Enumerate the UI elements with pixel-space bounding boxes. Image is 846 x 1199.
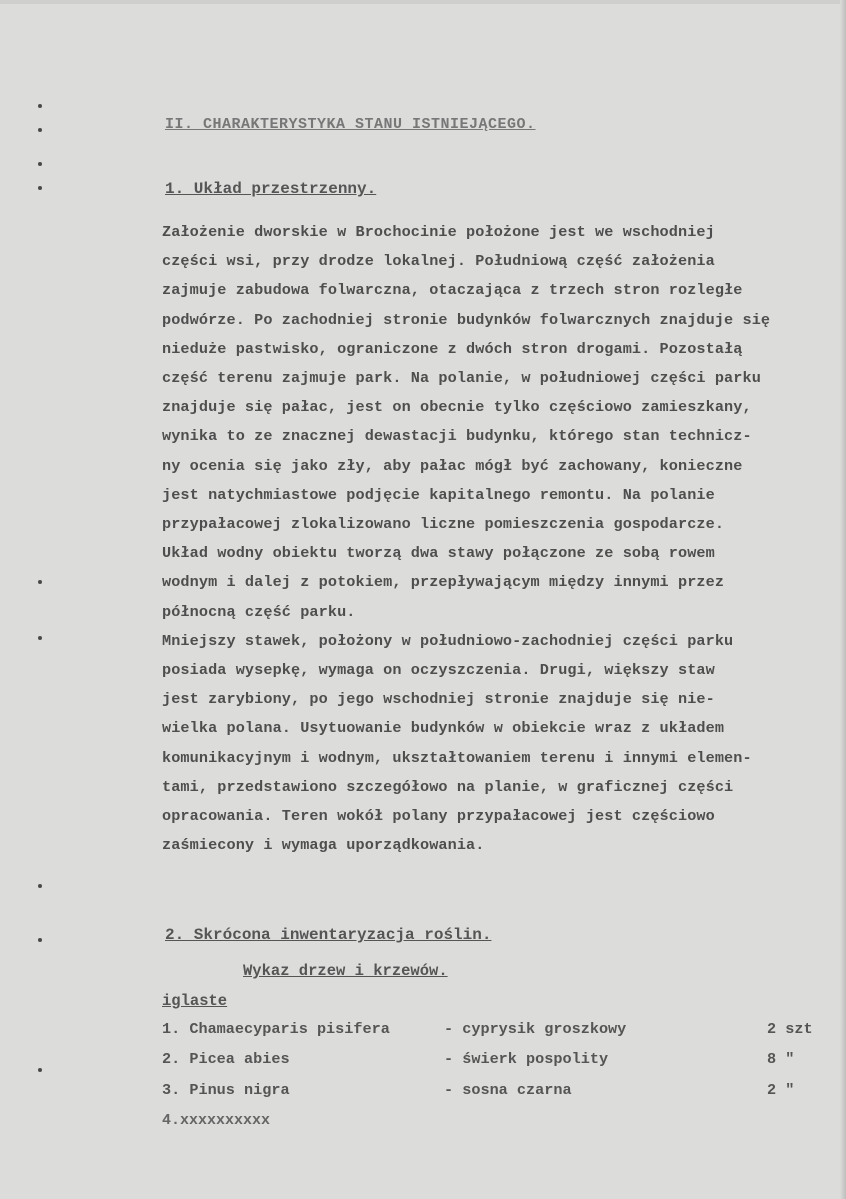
text-line: zaśmiecony i wymaga uporządkowania. xyxy=(162,836,485,855)
text-line: podwórze. Po zachodniej stronie budynków folwarcznych znajduje się xyxy=(162,310,771,329)
plant-latin-name: 1. Chamaecyparis pisifera xyxy=(162,1020,390,1038)
text-line: Układ wodny obiektu tworzą dwa stawy połączone ze sobą rowem xyxy=(162,544,715,563)
punch-hole-mark xyxy=(38,636,42,640)
text-line: części wsi, przy drodze lokalnej. Południową część założenia xyxy=(162,252,715,271)
text-line: część terenu zajmuje park. Na polanie, w południowej części parku xyxy=(162,369,761,388)
text-line: komunikacyjnym i wodnym, ukształtowaniem terenu i innymi elemen- xyxy=(162,748,752,767)
text-line: jest zarybiony, po jego wschodniej stronie znajduje się nie- xyxy=(162,690,715,709)
text-line: opracowania. Teren wokół polany przypałacowej jest częściowo xyxy=(162,807,715,826)
section-1-title xyxy=(165,180,376,198)
struck-out-entry: 4.xxxxxxxxxx xyxy=(162,1112,271,1129)
text-line: wynika to ze znacznej dewastacji budynku, którego stan technicz- xyxy=(162,427,752,446)
punch-hole-mark xyxy=(38,186,42,190)
text-line: nieduże pastwisko, ograniczone z dwóch stron drogami. Pozostałą xyxy=(162,339,743,358)
text-line: wodnym i dalej z potokiem, przepływającym między innymi przez xyxy=(162,573,725,592)
text-line: znajduje się pałac, jest on obecnie tylko częściowo zamieszkany, xyxy=(162,398,752,417)
punch-hole-mark xyxy=(38,128,42,132)
text-line: północną część parku. xyxy=(162,602,356,621)
plant-latin-name: 2. Picea abies xyxy=(162,1050,290,1068)
plant-row xyxy=(162,1050,832,1078)
plant-quantity: 2 " xyxy=(767,1081,795,1099)
scan-edge-right xyxy=(840,0,846,1199)
section-2-title xyxy=(165,926,491,944)
chapter-title: II. CHARAKTERYSTYKA STANU ISTNIEJĄCEGO. xyxy=(165,116,536,133)
plant-quantity: 2 szt xyxy=(767,1020,813,1038)
punch-hole-mark xyxy=(38,104,42,108)
plant-latin-name: 3. Pinus nigra xyxy=(162,1081,290,1099)
punch-hole-mark xyxy=(38,884,42,888)
text-line: wielka polana. Usytuowanie budynków w obiekcie wraz z układem xyxy=(162,719,725,738)
text-line: ny ocenia się jako zły, aby pałac mógł być zachowany, konieczne xyxy=(162,456,743,475)
plant-common-name: - świerk pospolity xyxy=(444,1050,609,1068)
scan-edge-top xyxy=(0,0,846,4)
text-line: Założenie dworskie w Brochocinie położone jest we wschodniej xyxy=(162,223,715,241)
text-line: jest natychmiastowe podjęcie kapitalnego remontu. Na polanie xyxy=(162,485,715,504)
plant-quantity: 8 " xyxy=(767,1050,795,1068)
plant-row xyxy=(162,1020,832,1048)
plant-common-name: - sosna czarna xyxy=(444,1081,572,1099)
punch-hole-mark xyxy=(38,938,42,942)
plant-list-subtitle: Wykaz drzew i krzewów. xyxy=(243,962,448,980)
punch-hole-mark xyxy=(38,1068,42,1072)
text-line: posiada wysepkę, wymaga on oczyszczenia. Drugi, większy staw xyxy=(162,661,715,680)
plant-category-heading: iglaste xyxy=(162,992,228,1010)
punch-hole-mark xyxy=(38,580,42,584)
plant-row xyxy=(162,1081,832,1109)
text-line: Mniejszy stawek, położony w południowo-zachodniej części parku xyxy=(162,631,734,650)
section-2-title-text: 2. Skrócona inwentaryzacja roślin. xyxy=(165,926,492,944)
text-line: zajmuje zabudowa folwarczna, otaczająca z trzech stron rozległe xyxy=(162,281,743,300)
punch-hole-mark xyxy=(38,162,42,166)
section-1-paragraph xyxy=(162,218,832,860)
text-line: tami, przedstawiono szczegółowo na planie, w graficznej części xyxy=(162,777,734,796)
text-line: przypałacowej zlokalizowano liczne pomieszczenia gospodarcze. xyxy=(162,515,725,534)
section-1-title-text: 1. Układ przestrzenny. xyxy=(165,180,377,198)
plant-common-name: - cyprysik groszkowy xyxy=(444,1020,627,1038)
